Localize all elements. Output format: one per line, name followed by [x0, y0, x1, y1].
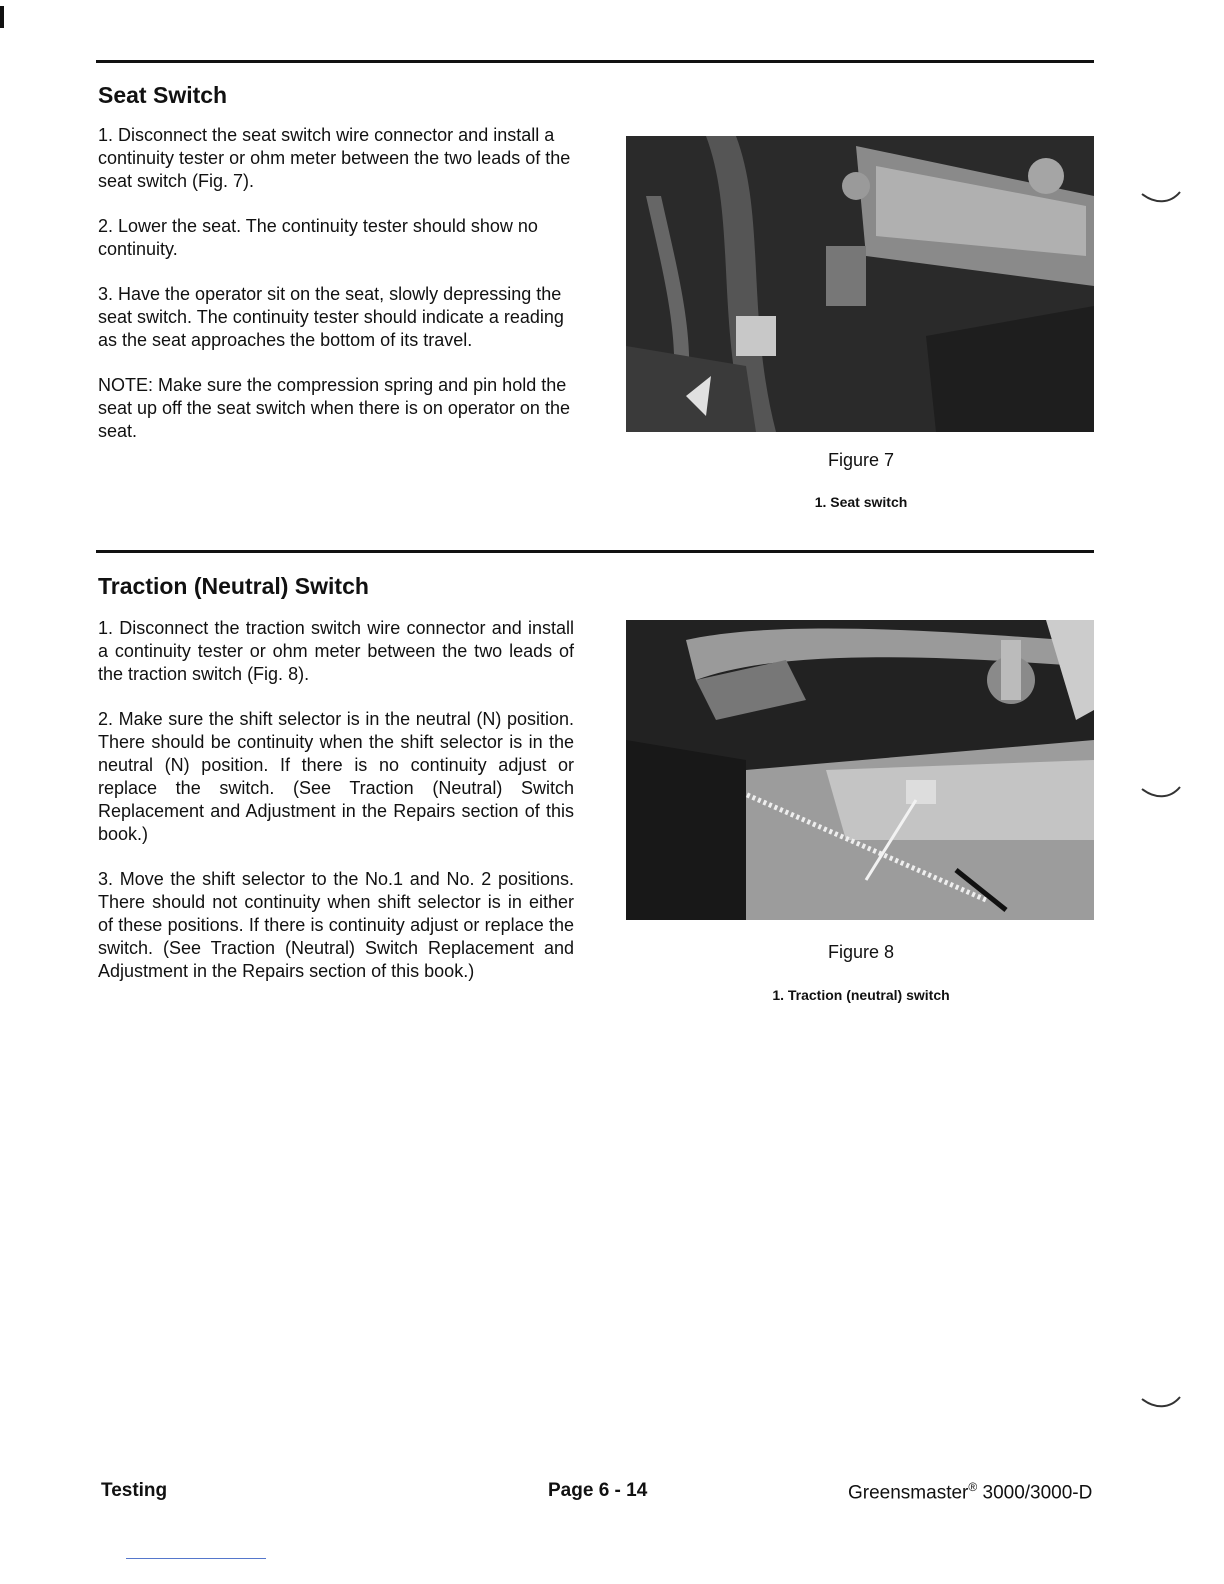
figure-7-caption: 1. Seat switch [814, 494, 908, 510]
figure-7-label: Figure 7 [827, 450, 895, 470]
binding-hole-mark [1140, 1385, 1190, 1415]
section-divider [96, 550, 1094, 553]
section-title-seat-switch: Seat Switch [98, 82, 228, 108]
step-paragraph: 2. Lower the seat. The continuity tester should show no continuity. [98, 216, 538, 259]
binding-hole-mark [1140, 180, 1190, 210]
step-paragraph: 2. Make sure the shift selector is in the neutral (N) position. There should be continuity when the shift selector is in the neutral (N) position. If there is no continuity adjust or replace the switch. (See Traction (Neutral) Switch Replacement and Adjustment in the Repairs section of this book.) [98, 709, 574, 844]
section-divider [96, 60, 1094, 63]
product-brand: Greensmaster [848, 1482, 969, 1504]
step-paragraph: 3. Move the shift selector to the No.1 and No. 2 positions. There should not continuity when shift selector is in either of these positions. If there is continuity adjust or replace the switch. (See Traction (Neutral) Switch Replacement and Adjustment in the Repairs section of this book.) [98, 869, 574, 981]
section-title-traction-switch: Traction (Neutral) Switch [98, 573, 369, 599]
scan-artifact-line [126, 1558, 266, 1559]
seat-switch-photo [626, 136, 1094, 432]
seat-switch-instructions [98, 124, 574, 465]
traction-switch-instructions [98, 617, 574, 1005]
traction-switch-photo [626, 620, 1094, 920]
step-paragraph: 1. Disconnect the seat switch wire connector and install a continuity tester or ohm meter between the two leads of the seat switch (Fig. 7). [98, 125, 571, 191]
footer-product-name [848, 1480, 1092, 1504]
registered-mark: ® [968, 1480, 978, 1494]
step-paragraph: 3. Have the operator sit on the seat, slowly depressing the seat switch. The continuity tester should indicate a reading as the seat approaches the bottom of its travel. [98, 284, 564, 350]
footer-page-number: Page 6 - 14 [548, 1480, 648, 1501]
binding-hole-mark [1140, 775, 1190, 805]
figure-8-label: Figure 8 [827, 942, 895, 962]
note-paragraph: NOTE: Make sure the compression spring and pin hold the seat up off the seat switch when there is on operator on the seat. [98, 375, 570, 441]
figure-8-caption: 1. Traction (neutral) switch [772, 987, 950, 1003]
step-paragraph: 1. Disconnect the traction switch wire connector and install a continuity tester or ohm meter between the two leads of the traction switch (Fig. 8). [98, 618, 574, 684]
product-model: 3000/3000-D [977, 1482, 1093, 1504]
scan-edge-mark [0, 6, 4, 28]
footer-section-name: Testing [101, 1480, 168, 1501]
